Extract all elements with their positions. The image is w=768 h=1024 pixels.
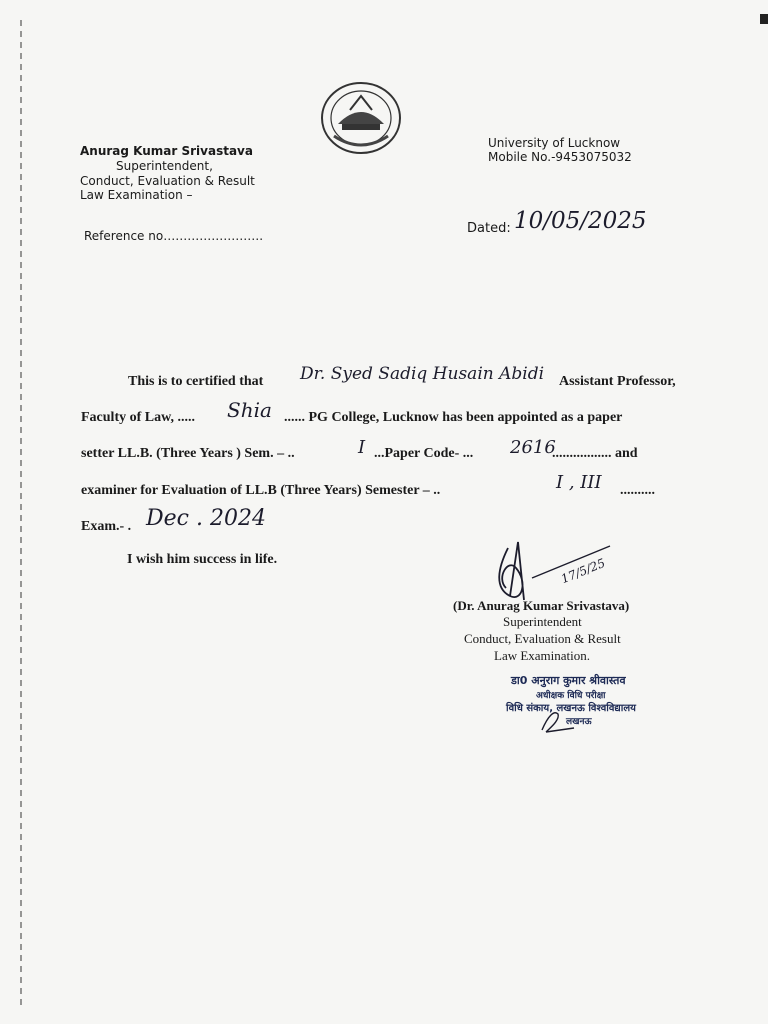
mobile-number: Mobile No.-9453075032 (488, 150, 632, 164)
paper-code: 2616 (510, 437, 556, 458)
university-name: University of Lucknow (488, 136, 621, 150)
stamp-line1: डा0 अनुराग कुमार श्रीवास्तव (511, 674, 626, 687)
exam-session: Dec . 2024 (146, 506, 266, 531)
stamp-line4: लखनऊ (566, 717, 592, 727)
signatory-title2: Conduct, Evaluation & Result (464, 631, 621, 646)
scan-edge (20, 20, 22, 1010)
body-line-2-start: Faculty of Law, ..... (81, 410, 195, 425)
scan-corner-mark (760, 14, 768, 24)
dated-value: 10/05/2025 (514, 208, 647, 234)
stamp-line2: अधीक्षक विधि परीक्षा (536, 691, 606, 701)
signature-date: 17/5/25 (559, 555, 608, 587)
body-line-3-mid: ...Paper Code- ... (374, 446, 474, 461)
body-line-3-end: ................. and (552, 446, 638, 461)
signatory-title1: Superintendent (503, 614, 582, 629)
sender-name: Anurag Kumar Srivastava (80, 144, 253, 158)
dated-label: Dated: (467, 221, 511, 236)
body-line-1-start: This is to certified that (128, 374, 264, 389)
university-seal-icon (320, 80, 402, 156)
college-name: Shia (227, 398, 272, 422)
body-line-2-end: ...... PG College, Lucknow has been appointed as a paper (284, 410, 623, 425)
body-line-4-end: .......... (620, 483, 655, 498)
sender-title-line3: Law Examination – (80, 188, 193, 202)
stamp-initial-icon (538, 706, 578, 734)
signatory-name: (Dr. Anurag Kumar Srivastava) (453, 598, 630, 613)
body-line-5-start: Exam.- . (81, 519, 132, 534)
appointee-name: Dr. Syed Sadiq Husain Abidi (300, 364, 545, 384)
stamp-line3: विधि संकाय, लखनऊ विश्वविद्यालय (506, 703, 636, 714)
body-line-3-start: setter LL.B. (Three Years ) Sem. – .. (81, 446, 295, 461)
sender-title-line1: Superintendent, (116, 159, 213, 173)
examiner-semesters: I , III (556, 472, 602, 493)
signatory-title3: Law Examination. (494, 648, 591, 663)
body-line-4-start: examiner for Evaluation of LL.B (Three Years) Semester – .. (81, 483, 441, 498)
paper-setter-semester: I (358, 437, 366, 458)
closing-wish: I wish him success in life. (127, 552, 278, 567)
body-line-1-end: Assistant Professor, (559, 374, 676, 389)
sender-title-line2: Conduct, Evaluation & Result (80, 174, 255, 188)
reference-number: Reference no……………………. (84, 229, 264, 243)
